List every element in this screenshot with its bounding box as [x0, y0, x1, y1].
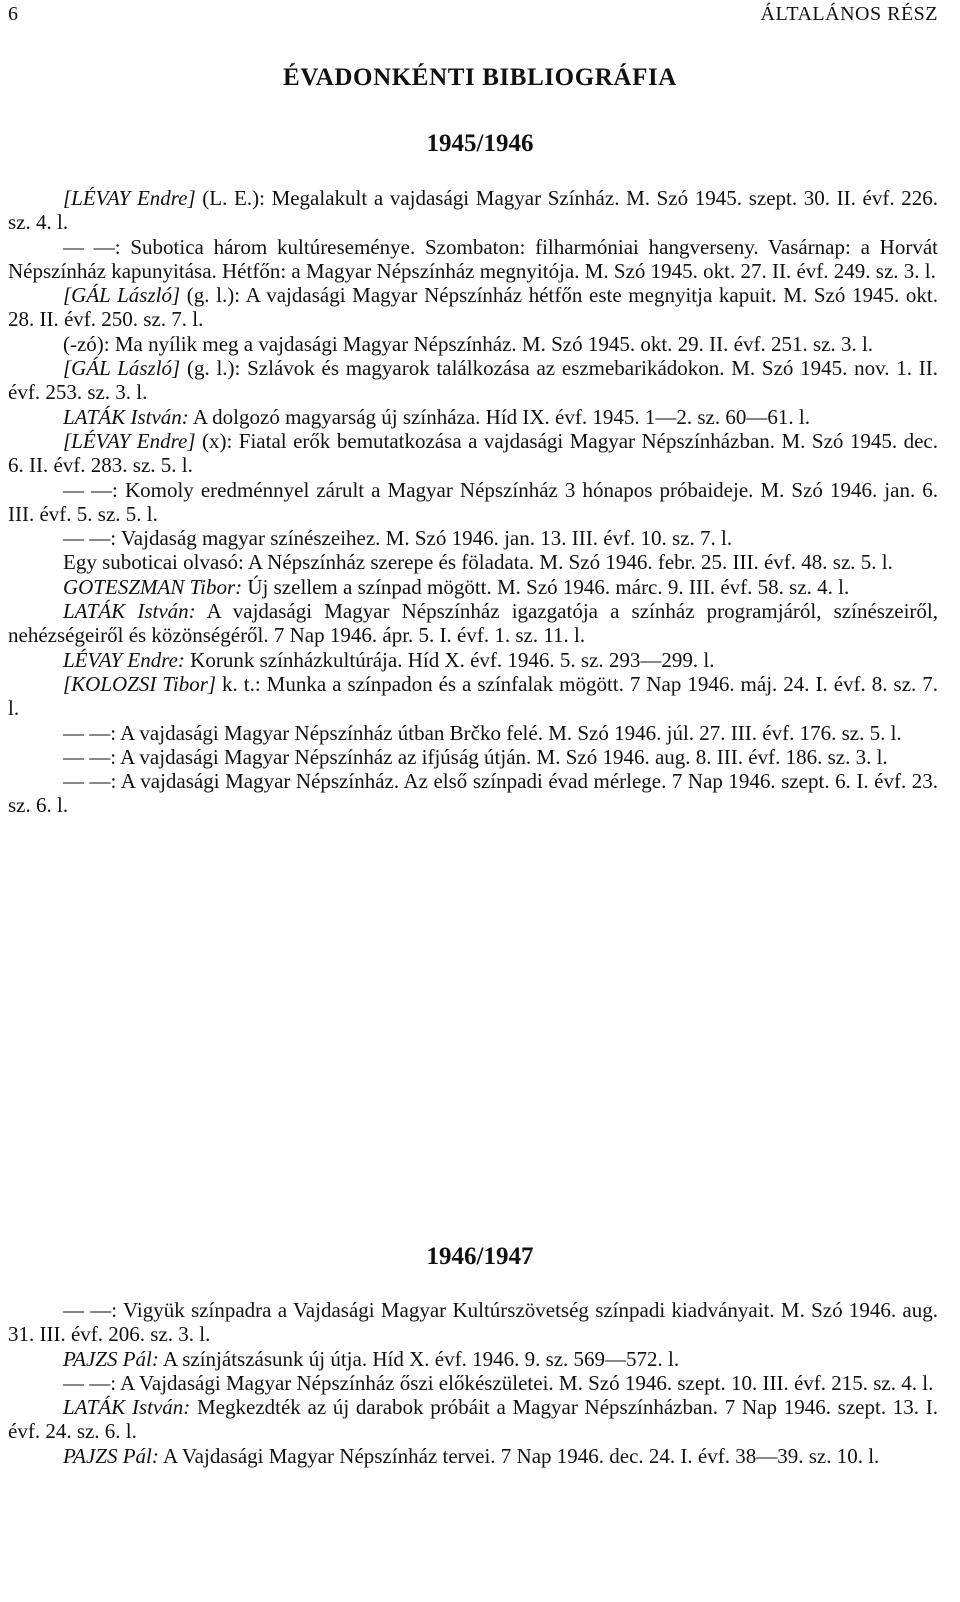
entry-text: (g. l.): Szlávok és magyarok találkozása az eszmebarikádokon. M. Szó 1945. nov. 1. II. évf. 253. sz. 3. l. — [8, 356, 938, 405]
entry-author: GOTESZMAN Tibor: — [63, 574, 243, 599]
bibliography-entry — [8, 1298, 938, 1347]
entry-text: A dolgozó magyarság új színháza. Híd IX. évf. 1945. 1—2. sz. 60—61. l. — [188, 404, 810, 429]
entry-author: [KOLOZSI Tibor] — [63, 671, 217, 696]
entry-text: A Vajdasági Magyar Népszínház tervei. 7 Nap 1946. dec. 24. I. évf. 38—39. sz. 10. l. — [158, 1443, 880, 1468]
entry-text: — —: A vajdasági Magyar Népszínház útban Brčko felé. M. Szó 1946. júl. 27. III. évf. 176. sz. 5. l. — [63, 720, 902, 745]
entry-text: — —: Vigyük színpadra a Vajdasági Magyar Kultúrszövetség színpadi kiadványait. M. Szó 1946. aug. 31. III. évf. 206. sz. 3. l. — [8, 1298, 938, 1347]
bibliography-entry — [8, 429, 938, 478]
bibliography-entry — [8, 1395, 938, 1444]
entry-text: (g. l.): A vajdasági Magyar Népszínház hétfőn este megnyitja kapuit. M. Szó 1945. okt. 28. II. évf. 250. sz. 7. l. — [8, 283, 938, 332]
entry-text: — —: Komoly eredménnyel zárult a Magyar Népszínház 3 hónapos próbaideje. M. Szó 1946. jan. 6. III. évf. 5. sz. 5. l. — [8, 477, 938, 526]
bibliography-entry — [8, 672, 938, 721]
bibliography-entry — [8, 721, 938, 745]
entry-text: (-zó): Ma nyílik meg a vajdasági Magyar Népszínház. M. Szó 1945. okt. 29. II. évf. 251. sz. 3. l. — [63, 331, 874, 356]
bibliography-entry — [8, 235, 938, 284]
entry-text: — —: Subotica három kultúreseménye. Szombaton: filharmóniai hangverseny. Vasárnap: a Horvát Népszínház kapunyitása. Hétfőn: a Magyar Népszínház megnyitója. M. Szó 1945. okt. 27. II. évf. 249. sz. 3. l. — [8, 234, 938, 283]
entry-author: LATÁK István: — [63, 404, 189, 429]
bibliography-entry — [8, 550, 938, 574]
bibliography-entry — [8, 1444, 938, 1468]
entry-author: LATÁK István: — [63, 599, 196, 624]
entry-text: Új szellem a színpad mögött. M. Szó 1946. márc. 9. III. évf. 58. sz. 4. l. — [242, 574, 850, 599]
bibliography-entry — [8, 186, 938, 235]
bibliography-entry — [8, 575, 938, 599]
page-title: ÉVADONKÉNTI BIBLIOGRÁFIA — [283, 64, 677, 91]
entry-author: LÉVAY Endre: — [63, 647, 185, 672]
season-heading-1946-1947: 1946/1947 — [426, 1243, 534, 1270]
bibliography-entry — [8, 769, 938, 818]
entry-list-1946-1947 — [8, 1298, 938, 1468]
bibliography-entry — [8, 332, 938, 356]
bibliography-entry — [8, 648, 938, 672]
entry-text: (x): Fiatal erők bemutatkozása a vajdasági Magyar Népszínházban. M. Szó 1945. dec. 6. II. évf. 283. sz. 5. l. — [8, 428, 939, 478]
entry-author: [GÁL László] — [63, 356, 181, 381]
entry-author: PAJZS Pál: — [63, 1443, 159, 1468]
entry-list-1945-1946 — [8, 186, 938, 818]
entry-text: — —: A vajdasági Magyar Népszínház az ifjúság útján. M. Szó 1946. aug. 8. III. évf. 186. sz. 3. l. — [63, 744, 888, 769]
season-heading-1945-1946: 1945/1946 — [426, 130, 534, 157]
entry-text: k. t.: Munka a színpadon és a színfalak mögött. 7 Nap 1946. máj. 24. I. évf. 8. sz. 7. l. — [8, 671, 938, 721]
running-head — [8, 0, 938, 26]
bibliography-entry — [8, 1371, 938, 1395]
entry-text: (L. E.): Megalakult a vajdasági Magyar Színház. M. Szó 1945. szept. 30. II. évf. 226. sz. 4. l. — [8, 186, 938, 235]
entry-author: [LÉVAY Endre] — [63, 428, 196, 453]
entry-text: Korunk színházkultúrája. Híd X. évf. 1946. 5. sz. 293—299. l. — [184, 647, 715, 672]
entry-author: LATÁK István: — [63, 1395, 191, 1420]
bibliography-entry — [8, 599, 938, 648]
bibliography-entry — [8, 1347, 938, 1371]
bibliography-entry — [8, 405, 938, 429]
entry-author: [LÉVAY Endre] — [63, 186, 196, 210]
bibliography-entry — [8, 356, 938, 405]
entry-text: Egy suboticai olvasó: A Népszínház szerepe és föladata. M. Szó 1946. febr. 25. III. évf. 48. sz. 5. l. — [63, 550, 893, 575]
entry-text: — —: Vajdaság magyar színészeihez. M. Szó 1946. jan. 13. III. évf. 10. sz. 7. l. — [63, 526, 733, 551]
section-name: ÁLTALÁNOS RÉSZ — [760, 3, 938, 25]
entry-text: — —: A Vajdasági Magyar Népszínház őszi előkészületei. M. Szó 1946. szept. 10. III. évf. 215. sz. 4. l. — [63, 1370, 934, 1395]
page-number: 6 — [8, 3, 19, 25]
bibliography-entry — [8, 526, 938, 550]
entry-author: [GÁL László] — [63, 283, 181, 308]
entry-text: A vajdasági Magyar Népszínház igazgatója a színház programjáról, színészeiről, nehézségeiről és közönségéről. 7 Nap 1946. ápr. 5. I. évf. 1. sz. 11. l. — [8, 599, 938, 648]
bibliography-entry — [8, 478, 938, 527]
entry-text: — —: A vajdasági Magyar Népszínház. Az első színpadi évad mérlege. 7 Nap 1946. szept. 6. I. évf. 23. sz. 6. l. — [8, 769, 938, 818]
bibliography-entry — [8, 283, 938, 332]
entry-text: A színjátszásunk új útja. Híd X. évf. 1946. 9. sz. 569—572. l. — [158, 1346, 680, 1371]
bibliography-entry — [8, 745, 938, 769]
entry-text: Megkezdték az új darabok próbáit a Magyar Népszínházban. 7 Nap 1946. szept. 13. I. évf. 24. sz. 6. l. — [8, 1395, 938, 1444]
entry-author: PAJZS Pál: — [63, 1346, 159, 1371]
